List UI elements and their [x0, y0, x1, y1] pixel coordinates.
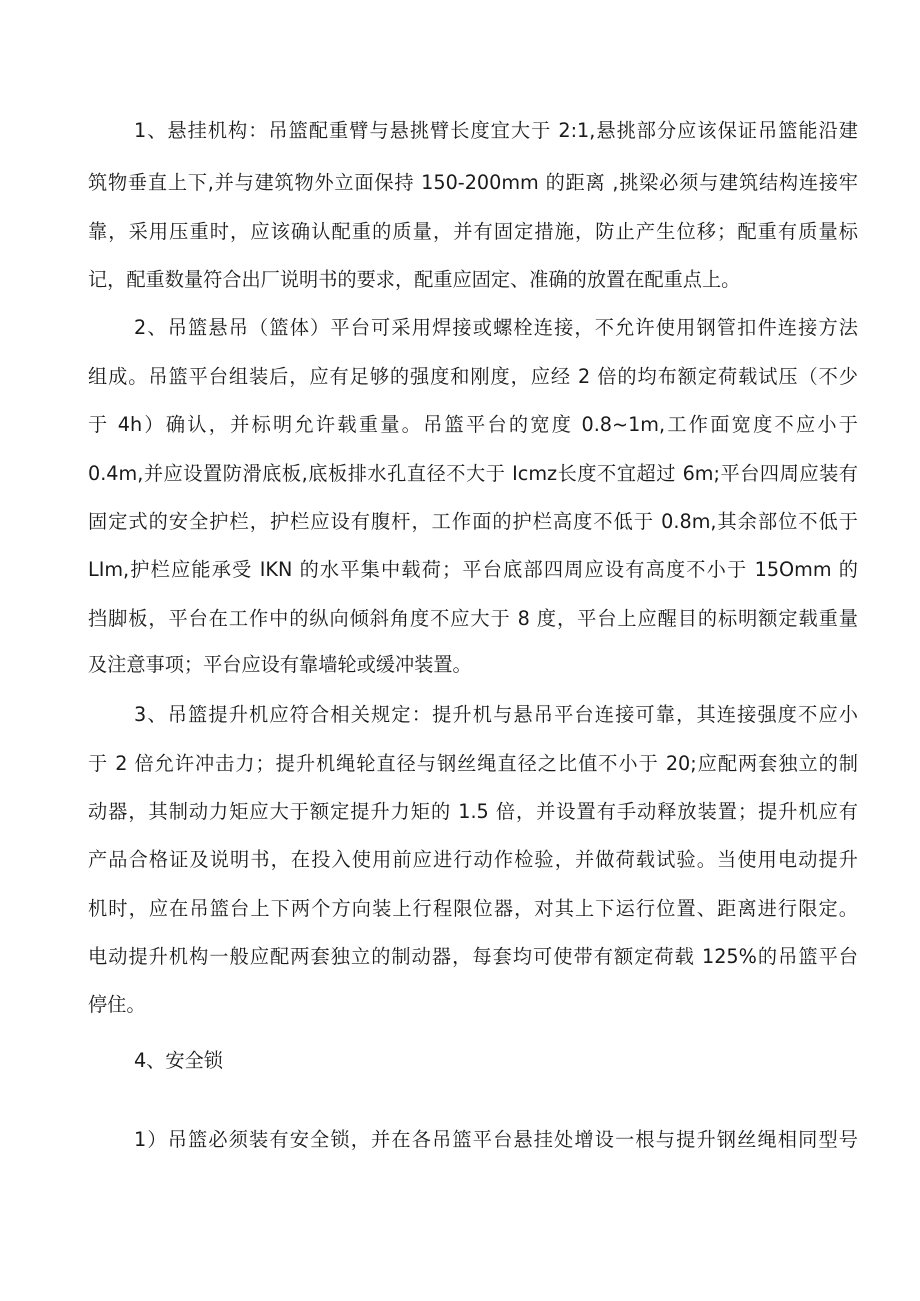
p3-line-1: 3、吊篮提升机应符合相关规定：提升机与悬吊平台连接可靠，其连接强度不应小 [134, 703, 858, 726]
p1-line-3: 靠，采用压重时，应该确认配重的质量，并有固定措施，防止产生位移；配重有质量标 [88, 220, 858, 243]
p2-line-8: 及注意事项；平台应设有靠墙轮或缓冲装置。 [88, 653, 472, 676]
section-heading-safety-lock: 4、安全锁 [134, 1049, 223, 1072]
p3-line-5: 机时，应在吊篮台上下两个方向装上行程限位器，对其上下运行位置、距离进行限定。 [88, 897, 858, 920]
p2-line-5: 固定式的安全护栏，护栏应设有腹杆，工作面的护栏高度不低于 0.8m,其余部位不低于 [88, 510, 858, 533]
p2-line-6: LIm,护栏应能承受 IKN 的水平集中载荷；平台底部四周应设有高度不小于 15Omm 的 [88, 558, 858, 581]
p2-line-7: 挡脚板，平台在工作中的纵向倾斜角度不应大于 8 度，平台上应醒目的标明额定载重量 [88, 607, 858, 630]
p3-line-2: 于 2 倍允许冲击力；提升机绳轮直径与钢丝绳直径之比值不小于 20;应配两套独立的制 [88, 752, 858, 775]
p3-line-6: 电动提升机构一般应配两套独立的制动器，每套均可使带有额定荷载 125%的吊篮平台 [88, 945, 858, 968]
p1-line-2: 筑物垂直上下,并与建筑物外立面保持 150-200mm 的距离 ,挑梁必须与建筑结构连接牢 [88, 171, 858, 194]
p2-line-1: 2、吊篮悬吊（篮体）平台可采用焊接或螺栓连接，不允许使用钢管扣件连接方法 [134, 316, 858, 339]
p2-line-4: 0.4m,并应设置防滑底板,底板排水孔直径不大于 Icmz长度不宜超过 6m;平台四周应装有 [88, 462, 858, 485]
p3-line-4: 产品合格证及说明书，在投入使用前应进行动作检验，并做荷载试验。当使用电动提升 [88, 848, 858, 871]
p2-line-2: 组成。吊篮平台组装后，应有足够的强度和刚度，应经 2 倍的均布额定荷载试压（不少 [88, 365, 858, 388]
p3-line-7: 停住。 [88, 993, 146, 1016]
p2-line-3: 于 4h）确认，并标明允许载重量。吊篮平台的宽度 0.8~1m,工作面宽度不应小于 [88, 413, 858, 436]
p3-line-3: 动器，其制动力矩应大于额定提升力矩的 1.5 倍，并设置有手动释放装置；提升机应有 [88, 800, 858, 823]
p5-line-1: 1）吊篮必须装有安全锁，并在各吊篮平台悬挂处增设一根与提升钢丝绳相同型号 [134, 1128, 858, 1151]
p1-line-1: 1、悬挂机构：吊篮配重臂与悬挑臂长度宜大于 2:1,悬挑部分应该保证吊篮能沿建 [134, 119, 858, 142]
p1-line-4: 记，配重数量符合出厂说明书的要求，配重应固定、准确的放置在配重点上。 [88, 268, 741, 291]
